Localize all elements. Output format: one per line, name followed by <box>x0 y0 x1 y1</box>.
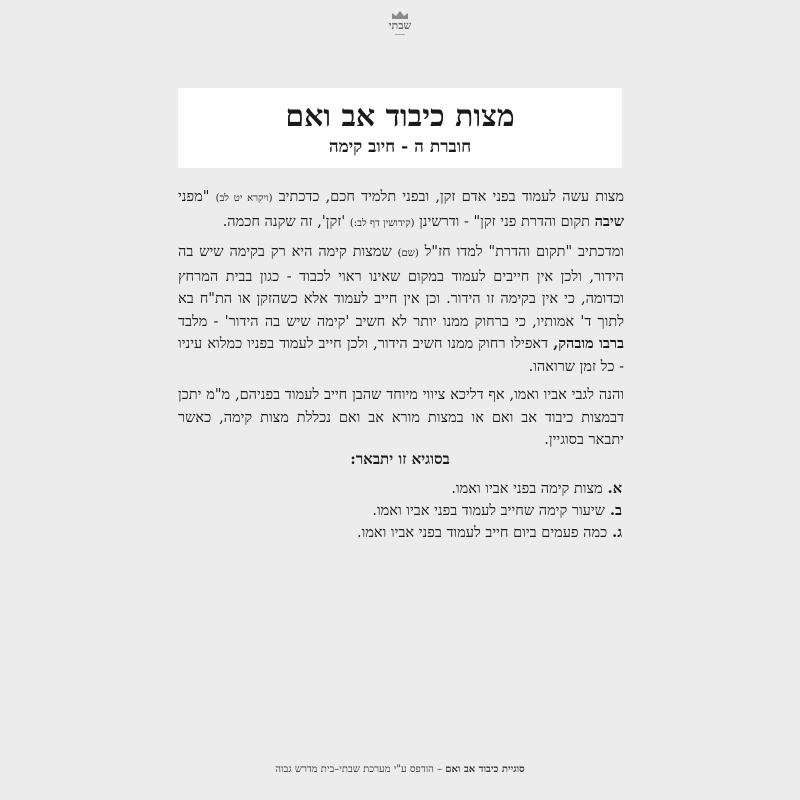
list-item <box>178 500 622 522</box>
p2-source-ref: (שם) <box>397 248 419 259</box>
p1-bold-word: שיבה <box>594 212 624 230</box>
page-footer <box>0 764 800 775</box>
p1-text-e: 'זקן', זה שקנה חכמה. <box>222 213 346 230</box>
footer-text: – הודפס ע"י מערכת שבתי–בית מדרש גבוה <box>275 764 443 775</box>
title-box <box>178 88 622 168</box>
list-item-letter: ג. <box>612 524 622 541</box>
list-item-text: כמה פעמים ביום חייב לעמוד בפני אביו ואמו. <box>357 525 608 541</box>
section-heading: בסוגיא זו יתבאר: <box>350 450 450 468</box>
publisher-logo <box>380 10 420 37</box>
p1-text-d: תקום והדרת פני זקן" - ודרשינן <box>419 213 590 230</box>
list-item-text: שיעור קימה שחייב לעמוד בפני אביו ואמו. <box>372 503 605 519</box>
list-item <box>178 478 622 500</box>
p1-text-a: מצות עשה לעמוד בפני אדם זקן, ובפני תלמיד חכם, כדכתיב <box>278 189 625 205</box>
paragraph-1 <box>178 186 624 235</box>
list-item-text: מצות קימה בפני אביו ואמו. <box>451 481 603 497</box>
list-item-letter: ב. <box>609 502 622 519</box>
logo-underline: ━━━━ <box>395 32 405 37</box>
p2-bold-phrase: ברבו מובהק, <box>553 335 624 352</box>
p2-text-d: דאפילו רחוק ממנו חשיב הידור, ולכן חייב לעמוד בפניו כמלוא עיניו - כל זמן שרואהו. <box>178 336 624 375</box>
p2-text-a: ומדכתיב "תקום והדרת" למדו חז"ל <box>424 244 625 260</box>
p1-text-b: "מפני <box>178 189 210 205</box>
body-text <box>178 186 624 458</box>
list-item-letter: א. <box>607 480 622 497</box>
p1-source-ref-1: (ויקרא יט לב) <box>215 193 273 204</box>
paragraph-2 <box>178 241 624 378</box>
footer-title: סוגיית כיבוד אב ואם <box>445 764 525 775</box>
topic-list <box>178 478 622 544</box>
p2-text-b: שמצות קימה היא רק בקימה שיש בה הידור, ולכן אין חייבים לעמוד במקום שאינו ראוי לכבוד - כגון בבית המרחץ וכדומה, כי אין בקימה זו הידור. וכן אין חייב לעמוד אלא כשהזקן או הת"ח בא לתוך ד' אמותיו, כי ברחוק ממנו יותר לא חשיב 'קימה שיש בה הידור' - מלבד <box>178 244 624 330</box>
p1-source-ref-2: (קידושין דף לב:) <box>349 217 415 229</box>
paragraph-3: והנה לגבי אביו ואמו, אף דליכא ציווי מיוחד שהבן חייב לעמוד בפניהם, מ"מ יתכן דבמצות כיבוד אב ואם או במצות מורא אב ואם נכללת מצות קימה, כאשר יתבאר בסוגיין. <box>178 387 624 448</box>
page-title: מצות כיבוד אב ואם <box>285 99 515 134</box>
logo-text: שבתי <box>388 19 412 32</box>
list-item <box>178 522 622 544</box>
page-subtitle: חוברת ה - חיוב קימה <box>328 137 472 157</box>
